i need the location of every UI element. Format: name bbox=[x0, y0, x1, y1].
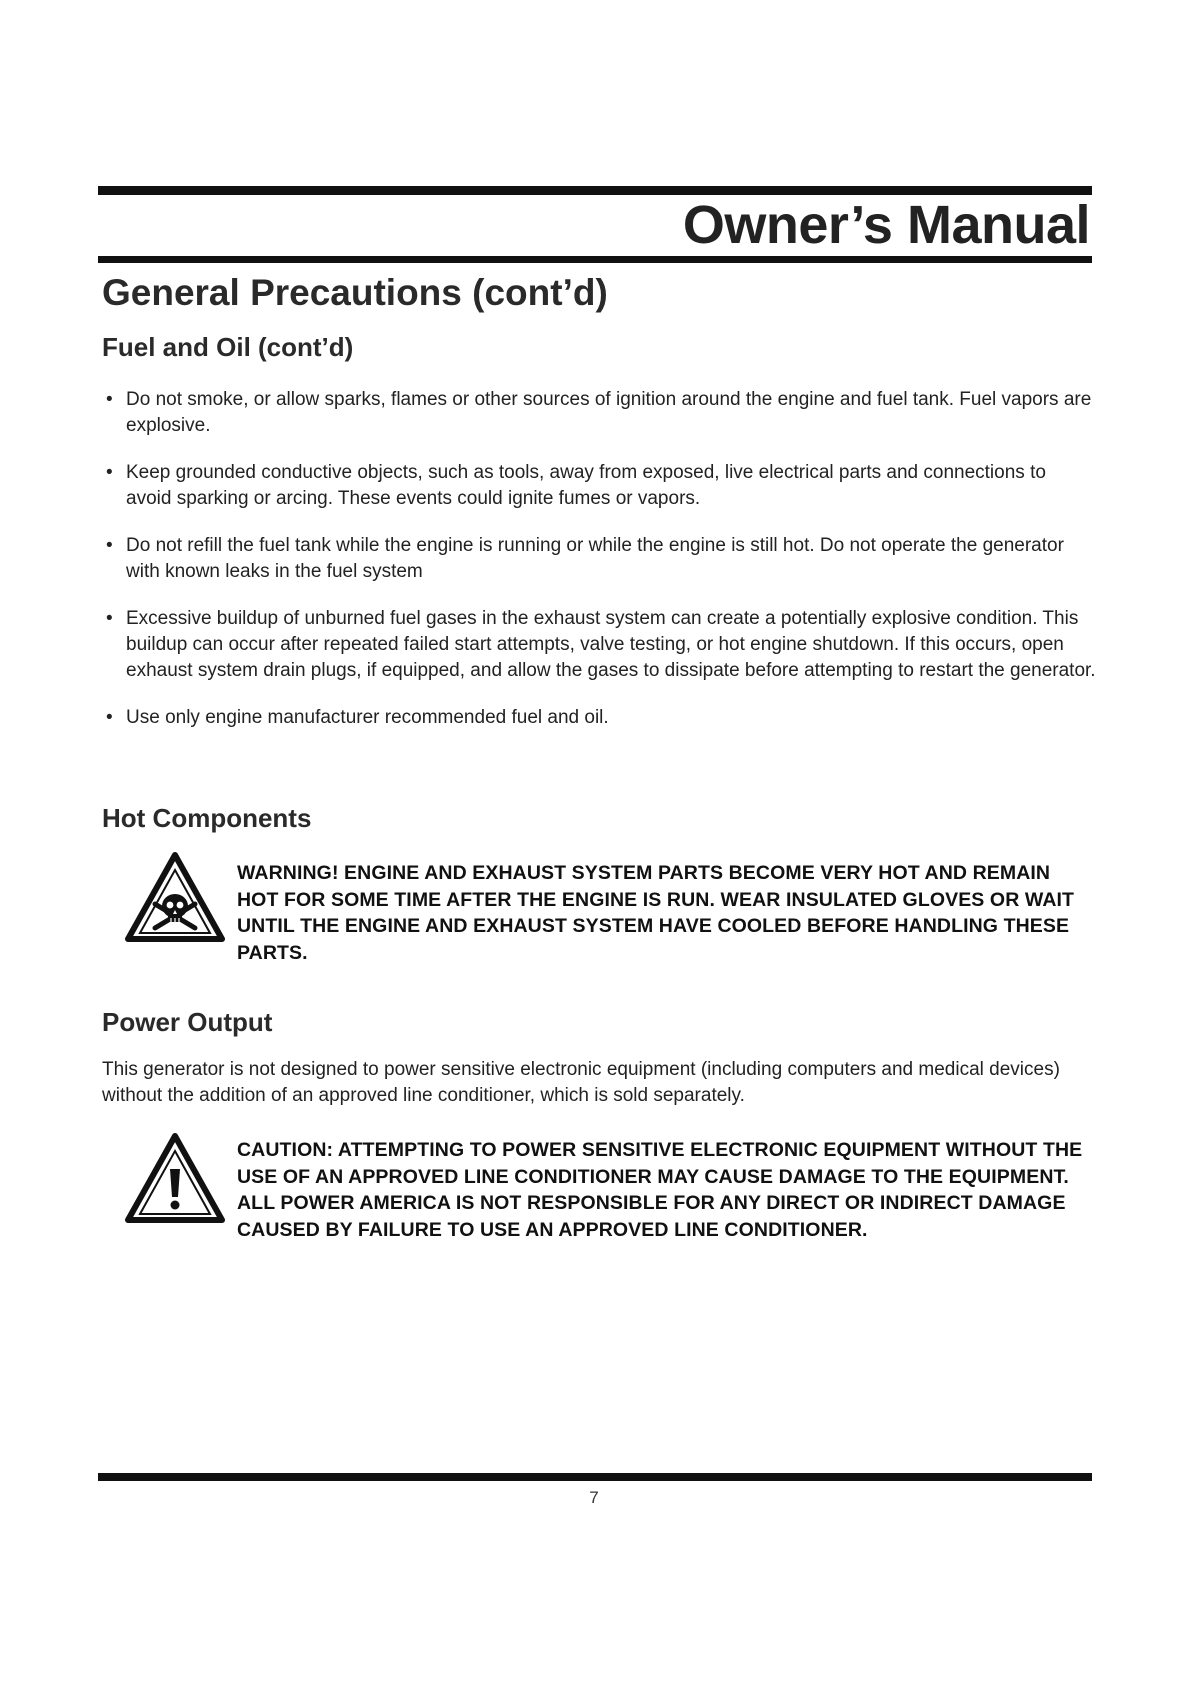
power-output-paragraph: This generator is not designed to power sensitive electronic equipment (including computers and medical devices) without the addition of an approved line conditioner, which is sold separately. bbox=[102, 1059, 1060, 1106]
bullet-text: Do not smoke, or allow sparks, flames or other sources of ignition around the engine and fuel tank. Fuel vapors are explosive. bbox=[126, 389, 1092, 436]
skull-warning-icon bbox=[125, 852, 225, 942]
fuel-oil-bullet-list bbox=[106, 387, 1096, 752]
header-rule-bottom bbox=[98, 256, 1092, 263]
list-item bbox=[106, 533, 1096, 585]
bullet-icon: • bbox=[106, 462, 113, 483]
bullet-text: Use only engine manufacturer recommended fuel and oil. bbox=[126, 707, 609, 728]
bullet-text: Keep grounded conductive objects, such as tools, away from exposed, live electrical parts and connections to avoid sparking or arcing. These events could ignite fumes or vapors. bbox=[126, 462, 1046, 509]
list-item bbox=[106, 705, 1096, 731]
list-item bbox=[106, 606, 1096, 684]
bullet-text: Do not refill the fuel tank while the engine is running or while the engine is still hot. Do not operate the generator with known leaks in the fuel system bbox=[126, 535, 1064, 582]
list-item bbox=[106, 387, 1096, 439]
fuel-oil-heading: Fuel and Oil (cont’d) bbox=[102, 332, 354, 362]
section-title: General Precautions (cont’d) bbox=[102, 272, 608, 313]
bullet-icon: • bbox=[106, 608, 113, 629]
hot-components-heading: Hot Components bbox=[102, 803, 312, 833]
power-output-caution: CAUTION: ATTEMPTING TO POWER SENSITIVE ELECTRONIC EQUIPMENT WITHOUT THE USE OF AN APPROVED LINE CONDITIONER MAY CAUSE DAMAGE TO THE EQUIPMENT. ALL POWER AMERICA IS NOT RESPONSIBLE FOR ANY DIRECT OR INDIRECT DAMAGE CAUSED BY FAILURE TO USE AN APPROVED LINE CONDITIONER. bbox=[237, 1139, 1083, 1241]
bullet-icon: • bbox=[106, 707, 113, 728]
bullet-icon: • bbox=[106, 535, 113, 556]
list-item bbox=[106, 460, 1096, 512]
hot-components-warning: WARNING! ENGINE AND EXHAUST SYSTEM PARTS BECOME VERY HOT AND REMAIN HOT FOR SOME TIME AFTER THE ENGINE IS RUN. WEAR INSULATED GLOVES OR WAIT UNTIL THE ENGINE AND EXHAUST SYSTEM HAVE COOLED BEFORE HANDLING THESE PARTS. bbox=[237, 862, 1075, 964]
document-title: Owner’s Manual bbox=[682, 195, 1090, 255]
power-output-heading: Power Output bbox=[102, 1007, 273, 1037]
bullet-text: Excessive buildup of unburned fuel gases in the exhaust system can create a potentially explosive condition. This buildup can occur after repeated failed start attempts, valve testing, or hot engine shutdown. If this occurs, open exhaust system drain plugs, if equipped, and allow the gases to dissipate before attempting to restart the generator. bbox=[126, 608, 1096, 681]
bullet-icon: • bbox=[106, 389, 113, 410]
page-number: 7 bbox=[589, 1488, 599, 1507]
footer-rule bbox=[98, 1473, 1092, 1481]
exclamation-warning-icon bbox=[125, 1133, 225, 1223]
